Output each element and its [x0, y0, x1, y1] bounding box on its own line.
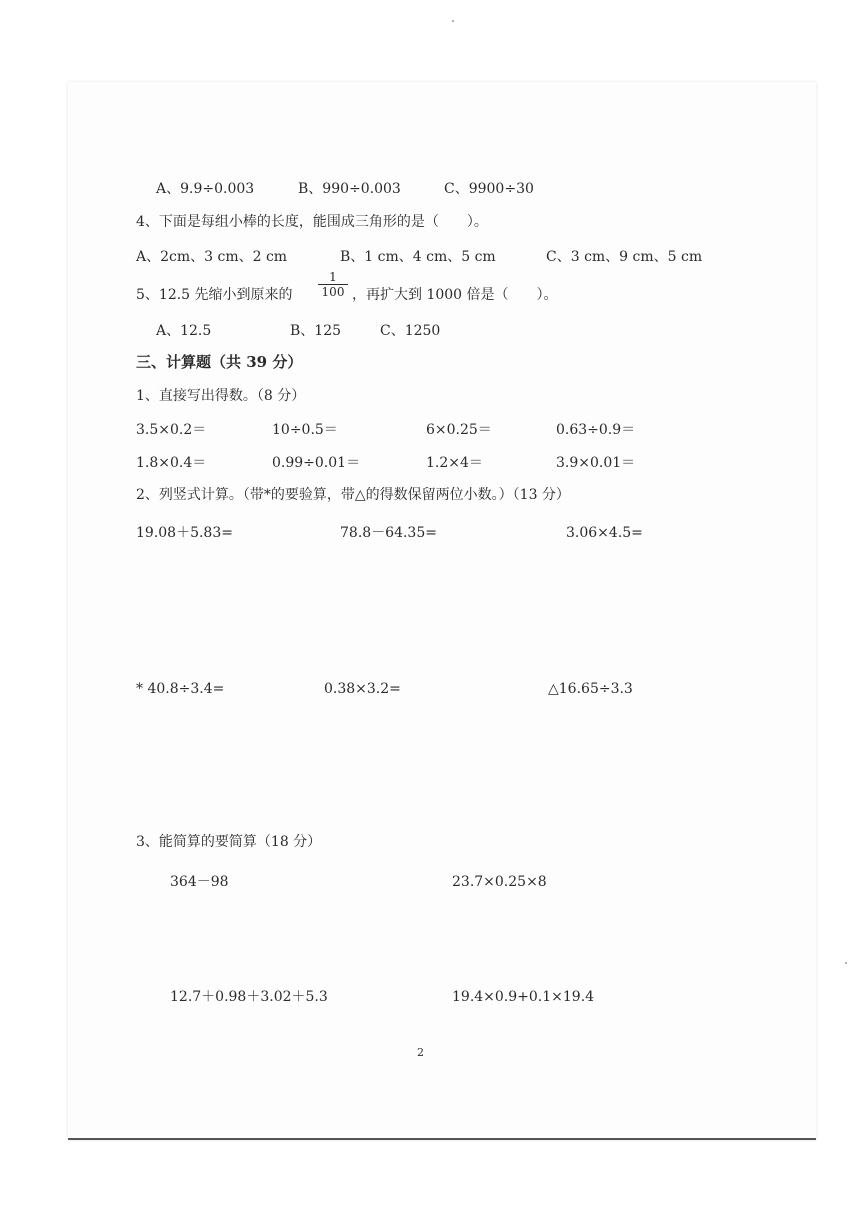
fraction-numerator: 1 [318, 270, 348, 285]
vertical-calc-item: 3.06×4.5= [566, 525, 643, 541]
oral-calc-item: 0.63÷0.9＝ [556, 422, 636, 438]
vertical-calc-item: 78.8－64.35= [340, 525, 437, 541]
oral-calc-item: 6×0.25＝ [426, 422, 492, 438]
page-bottom-border [68, 1138, 816, 1140]
part-1-title: 1、直接写出得数。（8 分） [136, 388, 306, 404]
q3-option-c: C、9900÷30 [444, 181, 534, 197]
vertical-calc-item: △16.65÷3.3 [548, 681, 633, 697]
q4-option-c: C、3 cm、9 cm、5 cm [546, 249, 703, 265]
q5-option-c: C、1250 [380, 323, 441, 339]
vertical-calc-item: 19.08＋5.83= [136, 525, 233, 541]
q3-option-a: A、9.9÷0.003 [156, 181, 255, 197]
oral-calc-item: 0.99÷0.01＝ [272, 455, 361, 471]
oral-calc-item: 3.5×0.2＝ [136, 422, 207, 438]
page-number: 2 [417, 1046, 424, 1059]
part-3-title: 3、能简算的要简算（18 分） [136, 834, 322, 850]
q4-stem: 4、下面是每组小棒的长度，能围成三角形的是（ ）。 [136, 214, 488, 230]
simplify-calc-item: 364－98 [170, 874, 229, 890]
q5-stem-after: ，再扩大到 1000 倍是（ ）。 [352, 287, 558, 303]
part-2-title: 2、列竖式计算。（带*的要验算，带△的得数保留两位小数。）（13 分） [136, 487, 570, 503]
vertical-calc-item: * 40.8÷3.4= [136, 681, 225, 697]
vertical-calc-item: 0.38×3.2= [324, 681, 401, 697]
q5-stem-before: 5、12.5 先缩小到原来的 [136, 287, 293, 303]
q5-option-a: A、12.5 [156, 323, 212, 339]
simplify-calc-item: 12.7＋0.98＋3.02＋5.3 [170, 989, 328, 1005]
simplify-calc-item: 23.7×0.25×8 [452, 874, 547, 890]
oral-calc-item: 1.2×4＝ [426, 455, 483, 471]
fraction-denominator: 100 [321, 285, 345, 299]
q4-option-b: B、1 cm、4 cm、5 cm [340, 249, 496, 265]
q5-option-b: B、125 [290, 323, 342, 339]
oral-calc-item: 3.9×0.01＝ [556, 455, 636, 471]
q3-option-b: B、990÷0.003 [298, 181, 401, 197]
exam-paper [68, 82, 816, 1140]
scan-speck [452, 20, 454, 22]
q4-option-a: A、2cm、3 cm、2 cm [136, 249, 288, 265]
section-3-title: 三、计算题（共 39 分） [136, 353, 303, 371]
simplify-calc-item: 19.4×0.9+0.1×19.4 [452, 989, 595, 1005]
q5-fraction [318, 270, 348, 299]
oral-calc-item: 10÷0.5＝ [272, 422, 338, 438]
scan-speck [845, 962, 847, 964]
oral-calc-item: 1.8×0.4＝ [136, 455, 207, 471]
